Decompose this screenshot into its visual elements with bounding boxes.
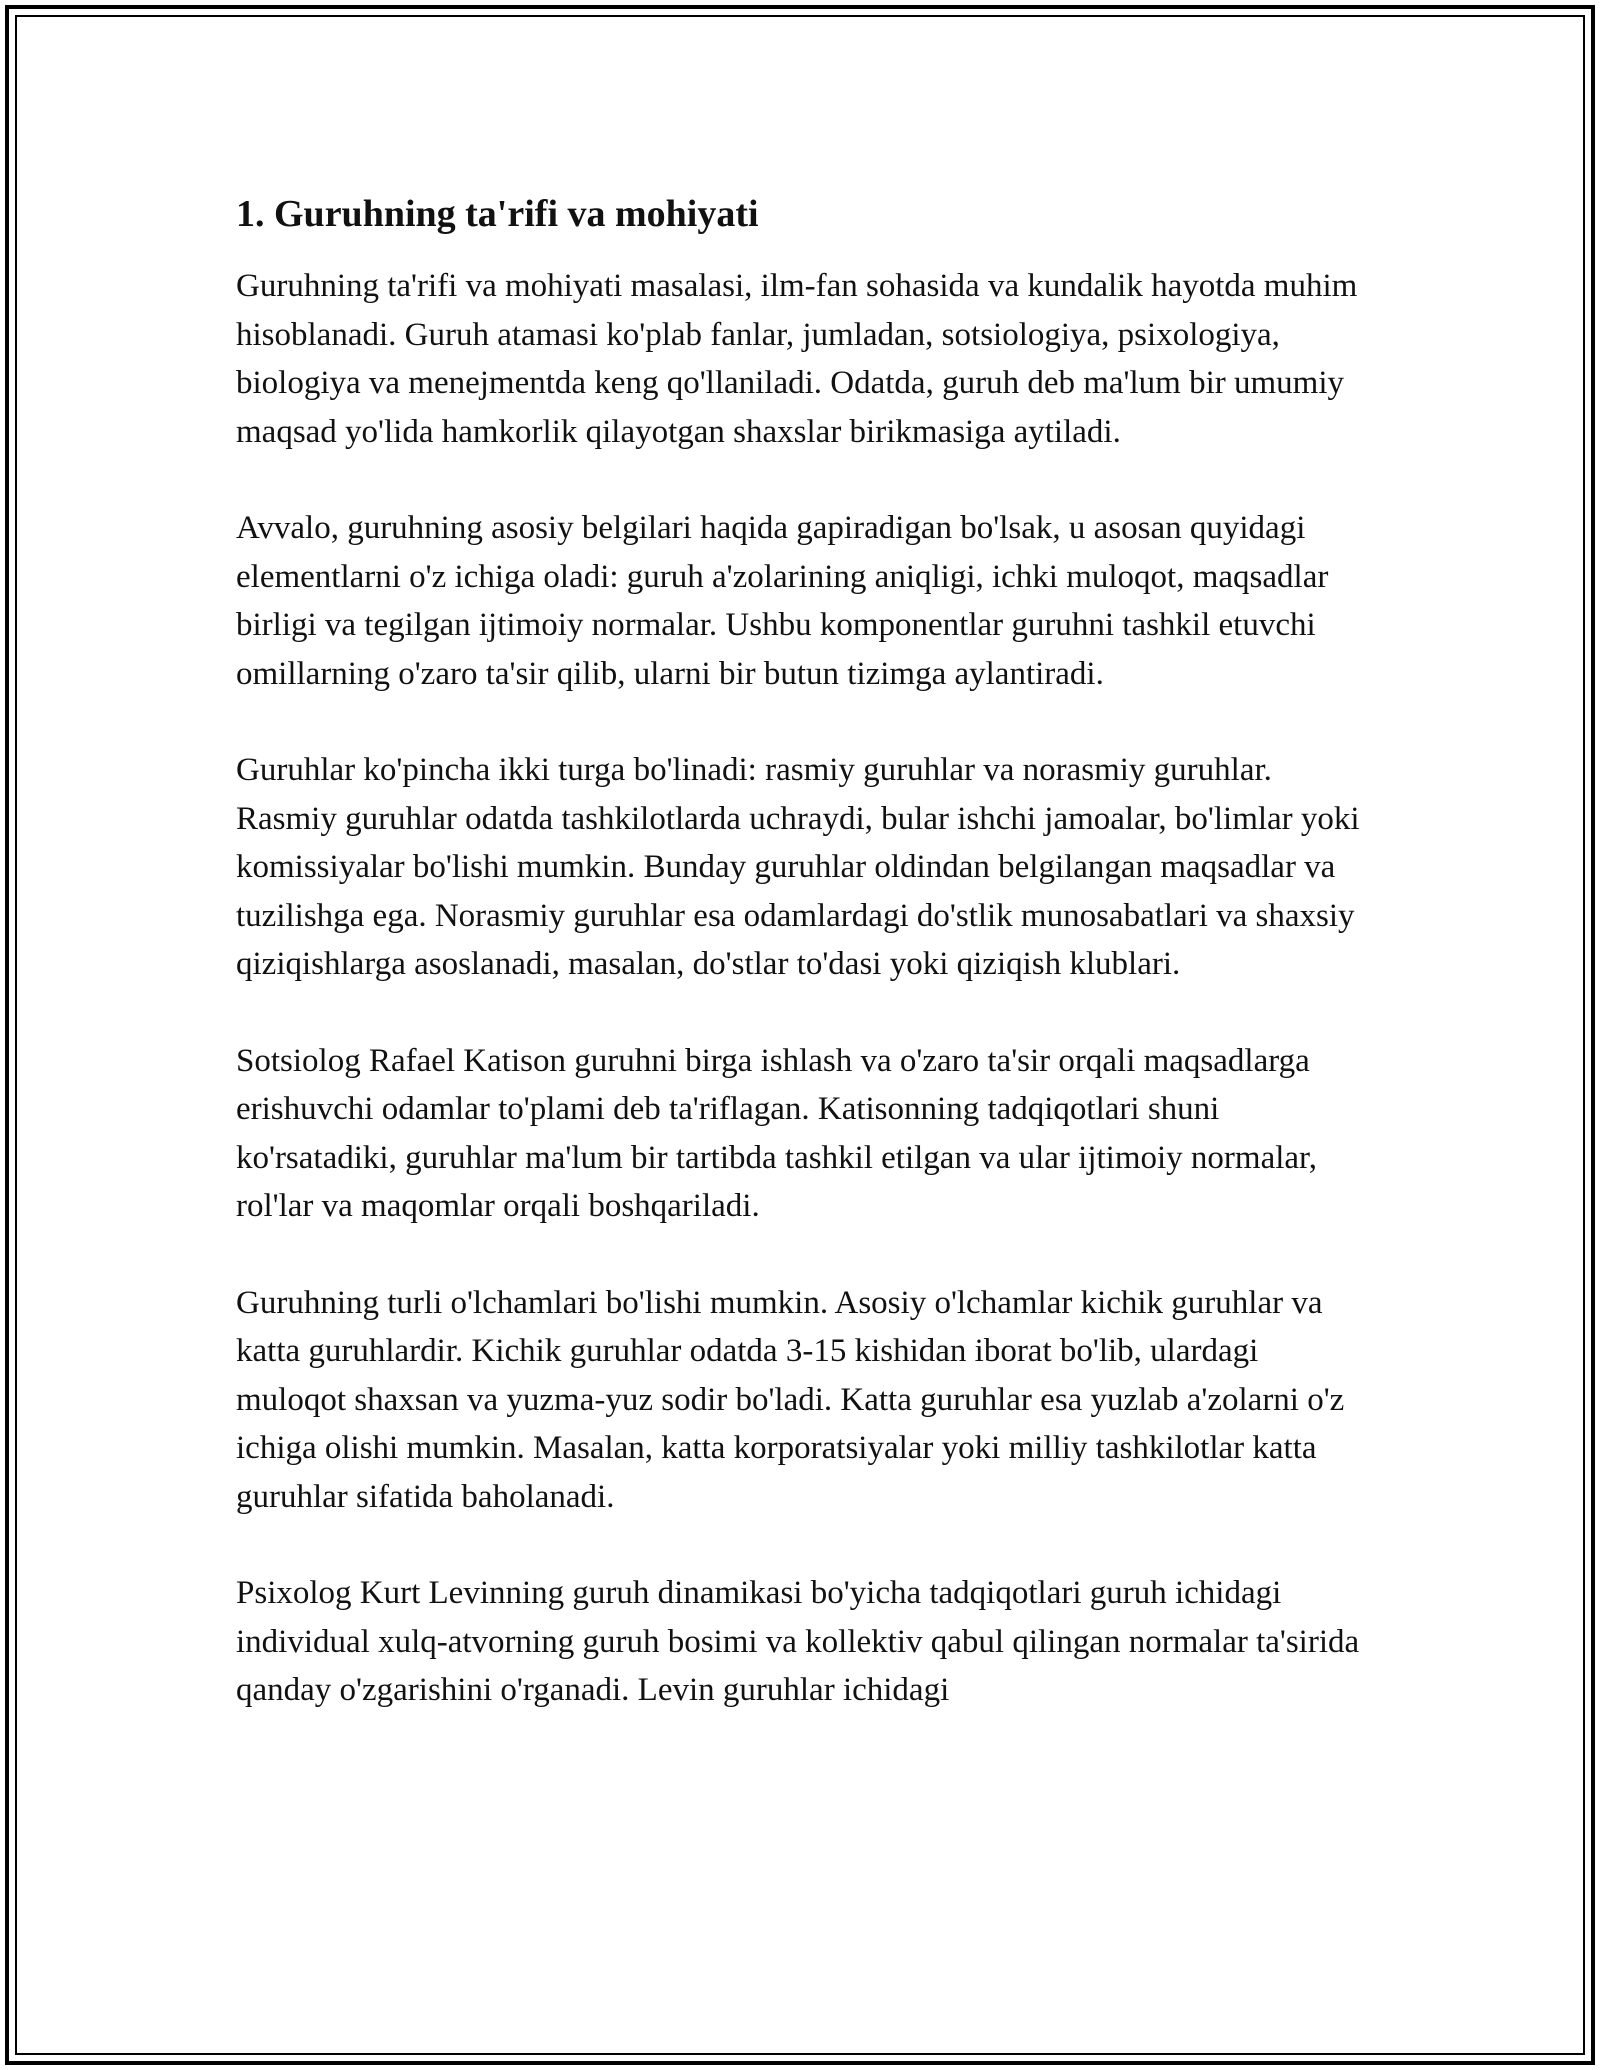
paragraph-5: Guruhning turli o'lchamlari bo'lishi mumkin. Asosiy o'lchamlar kichik guruhlar va katta guruhlardir. Kichik guruhlar odatda 3-15 kishidan iborat bo'lib, ulardagi muloqot shaxsan va yuzma-yuz sodir bo'ladi. Katta guruhlar esa yuzlab a'zolarni o'z ichiga olishi mumkin. Masalan, katta korporatsiyalar yoki milliy tashkilotlar katta guruhlar sifatida baholanadi. (236, 1284, 1345, 1515)
paragraph-4: Sotsiolog Rafael Katison guruhni birga ishlash va o'zaro ta'sir orqali maqsadlarga erishuvchi odamlar to'plami deb ta'riflagan. Katisonning tadqiqotlari shuni ko'rsatadiki, guruhlar ma'lum bir tartibda tashkil etilgan va ular ijtimoiy normalar, rol'lar va maqomlar orqali boshqariladi. (236, 1042, 1317, 1224)
paragraph-6: Psixolog Kurt Levinning guruh dinamikasi bo'yicha tadqiqotlari guruh ichidagi individual xulq-atvorning guruh bosimi va kollektiv qabul qilingan normalar ta'sirida qanday o'zgarishini o'rganadi. Levin guruhlar ichidagi (236, 1575, 1360, 1708)
paragraph-3: Guruhlar ko'pincha ikki turga bo'linadi: rasmiy guruhlar va norasmiy guruhlar. Rasmiy guruhlar odatda tashkilotlarda uchraydi, bular ishchi jamoalar, bo'limlar yoki komissiyalar bo'lishi mumkin. Bunday guruhlar oldindan belgilangan maqsadlar va tuzilishga ega. Norasmiy guruhlar esa odamlardagi do'stlik munosabatlari va shaxsiy qiziqishlarga asoslanadi, masalan, do'stlar to'dasi yoki qiziqish klublari. (236, 752, 1360, 982)
paragraph-1: Guruhning ta'rifi va mohiyati masalasi, ilm-fan sohasida va kundalik hayotda muhim hisoblanadi. Guruh atamasi ko'plab fanlar, jumladan, sotsiologiya, psixologiya, biologiya va menejmentda keng qo'llaniladi. Odatda, guruh deb ma'lum bir umumiy maqsad yo'lida hamkorlik qilayotgan shaxslar birikmasiga aytiladi. (236, 268, 1358, 450)
section-heading: 1. Guruhning ta'rifi va mohiyati (236, 193, 759, 235)
paragraph-2: Avvalo, guruhning asosiy belgilari haqida gapiradigan bo'lsak, u asosan quyidagi elementlarni o'z ichiga oladi: guruh a'zolarining aniqligi, ichki muloqot, maqsadlar birligi va tegilgan ijtimoiy normalar. Ushbu komponentlar guruhni tashkil etuvchi omillarning o'zaro ta'sir qilib, ularni bir butun tizimga aylantiradi. (236, 510, 1329, 692)
document-body (236, 184, 1376, 1763)
